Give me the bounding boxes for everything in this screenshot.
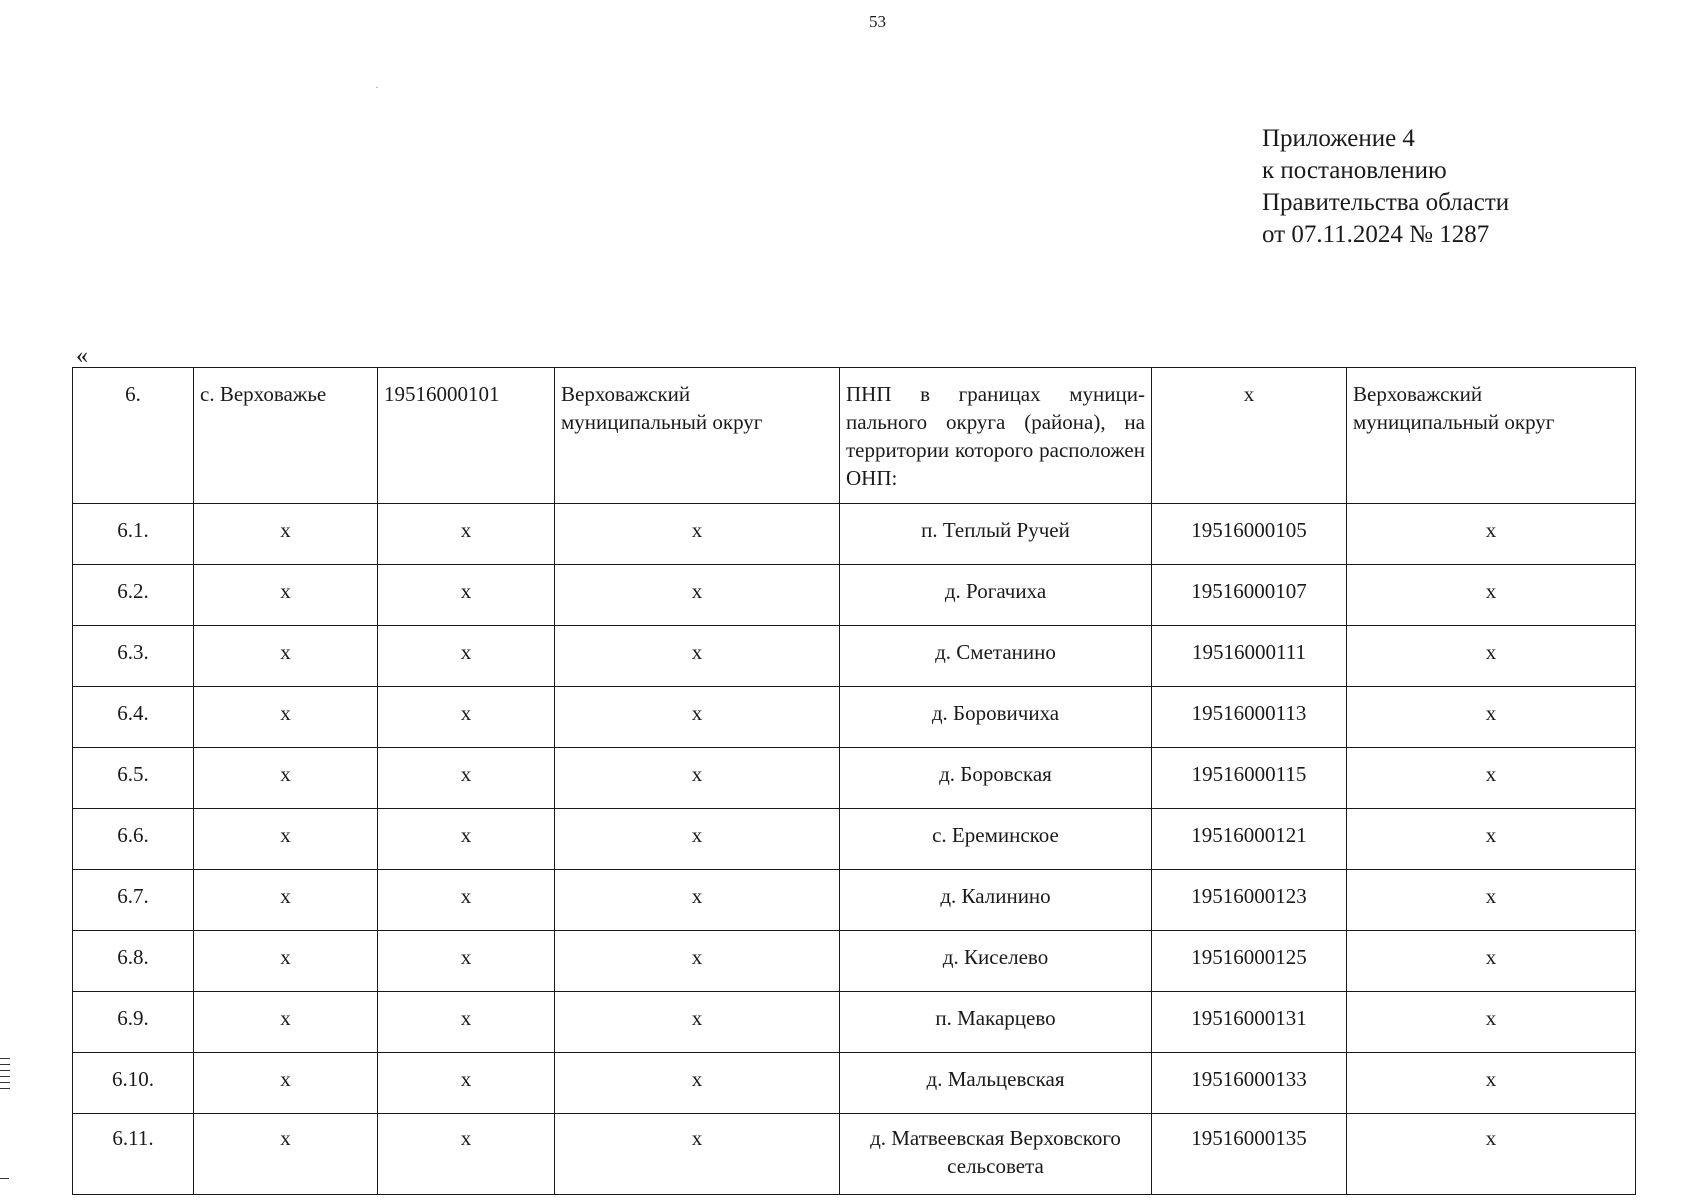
- cell-number: 6.4.: [73, 687, 194, 748]
- cell-pnp-name: д. Мальцевская: [840, 1053, 1152, 1114]
- scan-speck: [376, 87, 378, 88]
- cell-pnp-code: 19516000113: [1152, 687, 1347, 748]
- cell-number: 6.3.: [73, 626, 194, 687]
- cell-number: 6.7.: [73, 870, 194, 931]
- cell-code: х: [378, 1114, 555, 1195]
- table-row: [73, 870, 1636, 931]
- table-row-head: [73, 368, 1636, 504]
- cell-pnp-code: х: [1152, 368, 1347, 504]
- cell-settlement: х: [194, 1114, 378, 1195]
- cell-district: х: [555, 809, 840, 870]
- cell-pnp-code: 19516000123: [1152, 870, 1347, 931]
- cell-district-2: х: [1347, 992, 1636, 1053]
- cell-district-2: х: [1347, 870, 1636, 931]
- cell-pnp-code: 19516000105: [1152, 504, 1347, 565]
- table-row: [73, 504, 1636, 565]
- cell-district-2: х: [1347, 565, 1636, 626]
- settlements-table: [72, 367, 1636, 1195]
- cell-number: 6.1.: [73, 504, 194, 565]
- cell-district-2: Верховажский муниципальный округ: [1347, 368, 1636, 504]
- cell-pnp-code: 19516000107: [1152, 565, 1347, 626]
- cell-number: 6.8.: [73, 931, 194, 992]
- cell-pnp-description: ПНП в границах муници-пального округа (района), на территории которого расположен ОНП:: [840, 368, 1152, 504]
- cell-pnp-code: 19516000111: [1152, 626, 1347, 687]
- cell-pnp-code: 19516000121: [1152, 809, 1347, 870]
- cell-pnp-name: д. Киселево: [840, 931, 1152, 992]
- cell-district-2: х: [1347, 931, 1636, 992]
- cell-district-2: х: [1347, 626, 1636, 687]
- table-row: [73, 931, 1636, 992]
- appendix-date-number: от 07.11.2024 № 1287: [1262, 221, 1490, 248]
- cell-settlement: х: [194, 870, 378, 931]
- table-row: [73, 1114, 1636, 1195]
- cell-district: х: [555, 992, 840, 1053]
- cell-pnp-code: 19516000115: [1152, 748, 1347, 809]
- cell-code: х: [378, 626, 555, 687]
- page-number: 53: [869, 12, 886, 31]
- cell-district-2: х: [1347, 504, 1636, 565]
- cell-district-2: х: [1347, 748, 1636, 809]
- cell-district: х: [555, 931, 840, 992]
- cell-settlement: х: [194, 748, 378, 809]
- cell-pnp-name: д. Боровская: [840, 748, 1152, 809]
- cell-pnp-name: д. Калинино: [840, 870, 1152, 931]
- table-row: [73, 565, 1636, 626]
- cell-pnp-name: п. Макарцево: [840, 992, 1152, 1053]
- appendix-line-3: Правительства области: [1262, 189, 1510, 216]
- cell-code: х: [378, 870, 555, 931]
- cell-pnp-name: д. Сметанино: [840, 626, 1152, 687]
- cell-settlement: х: [194, 626, 378, 687]
- cell-district: х: [555, 504, 840, 565]
- table-row: [73, 1053, 1636, 1114]
- margin-marks: [0, 1058, 10, 1094]
- table-row: [73, 626, 1636, 687]
- cell-code: х: [378, 748, 555, 809]
- table-row: [73, 992, 1636, 1053]
- table-row: [73, 748, 1636, 809]
- cell-district-2: х: [1347, 1114, 1636, 1195]
- table-row: [73, 809, 1636, 870]
- cell-number: 6.10.: [73, 1053, 194, 1114]
- cell-district-2: х: [1347, 809, 1636, 870]
- cell-district: х: [555, 870, 840, 931]
- cell-pnp-code: 19516000135: [1152, 1114, 1347, 1195]
- cell-settlement: х: [194, 992, 378, 1053]
- cell-pnp-name: п. Теплый Ручей: [840, 504, 1152, 565]
- cell-code: х: [378, 687, 555, 748]
- margin-dash: [0, 1178, 9, 1179]
- cell-number: 6.9.: [73, 992, 194, 1053]
- appendix-title: Приложение 4: [1262, 125, 1415, 152]
- cell-pnp-code: 19516000125: [1152, 931, 1347, 992]
- cell-district-2: х: [1347, 1053, 1636, 1114]
- cell-number: 6.: [73, 368, 194, 504]
- opening-quote: «: [76, 343, 88, 369]
- cell-district: х: [555, 1114, 840, 1195]
- appendix-header: [1262, 123, 1509, 251]
- cell-settlement: х: [194, 687, 378, 748]
- cell-district: х: [555, 565, 840, 626]
- cell-number: 6.5.: [73, 748, 194, 809]
- cell-settlement: х: [194, 565, 378, 626]
- cell-district: х: [555, 626, 840, 687]
- cell-code: х: [378, 1053, 555, 1114]
- cell-code: х: [378, 565, 555, 626]
- cell-district: Верховажский муниципальный округ: [555, 368, 840, 504]
- cell-pnp-name: д. Рогачиха: [840, 565, 1152, 626]
- cell-settlement: х: [194, 931, 378, 992]
- cell-district: х: [555, 1053, 840, 1114]
- appendix-line-2: к постановлению: [1262, 157, 1447, 184]
- cell-pnp-name: д. Матвеевская Верховского сельсовета: [840, 1114, 1152, 1195]
- cell-code: х: [378, 809, 555, 870]
- cell-code: х: [378, 992, 555, 1053]
- cell-pnp-name: д. Боровичиха: [840, 687, 1152, 748]
- cell-number: 6.2.: [73, 565, 194, 626]
- cell-pnp-code: 19516000133: [1152, 1053, 1347, 1114]
- cell-code: 19516000101: [378, 368, 555, 504]
- cell-settlement: х: [194, 504, 378, 565]
- cell-settlement: х: [194, 1053, 378, 1114]
- cell-code: х: [378, 931, 555, 992]
- cell-settlement: с. Верховажье: [194, 368, 378, 504]
- cell-code: х: [378, 504, 555, 565]
- cell-number: 6.6.: [73, 809, 194, 870]
- cell-pnp-name: с. Ереминское: [840, 809, 1152, 870]
- cell-settlement: х: [194, 809, 378, 870]
- cell-pnp-code: 19516000131: [1152, 992, 1347, 1053]
- cell-district-2: х: [1347, 687, 1636, 748]
- cell-district: х: [555, 687, 840, 748]
- cell-district: х: [555, 748, 840, 809]
- cell-number: 6.11.: [73, 1114, 194, 1195]
- table-row: [73, 687, 1636, 748]
